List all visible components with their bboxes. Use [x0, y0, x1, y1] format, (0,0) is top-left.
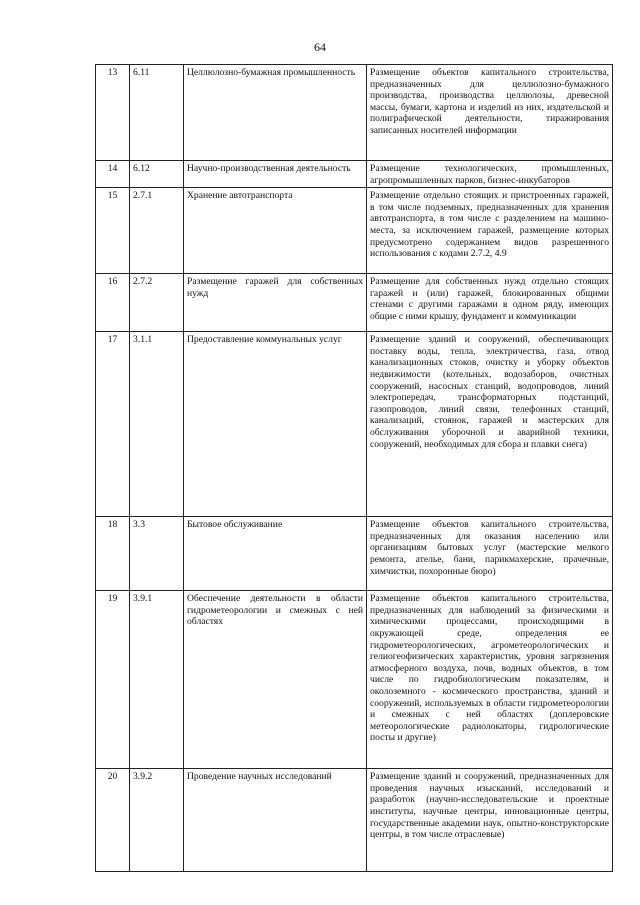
use-name: Бытовое обслуживание	[184, 517, 367, 591]
row-number: 16	[96, 274, 130, 332]
table-row	[96, 769, 613, 872]
use-name: Научно-производственная деятельность	[184, 161, 367, 188]
use-description: Размещение отдельно стоящих и пристроенных гаражей, в том числе подземных, предназначенных для хранения автотранспорта, в том числе с разделением на машино-места, за исключением гаражей, размещение которых предусмотрено содержанием видов разрешенного использования с кодами 2.7.2, 4.9	[367, 188, 613, 274]
use-name: Обеспечение деятельности в области гидрометеорологии и смежных с ней областях	[184, 591, 367, 769]
table-row	[96, 517, 613, 591]
use-name: Размещение гаражей для собственных нужд	[184, 274, 367, 332]
use-name: Проведение научных исследований	[184, 769, 367, 872]
table-row	[96, 65, 613, 161]
use-description: Размещение объектов капитального строительства, предназначенных для наблюдений за физическими и химическими процессами, происходящими в окружающей среде, определения ее гидрометеорологических, агрометеорологических и гелиогеофизических характеристик, уровня загрязнения атмосферного воздуха, почв, водных объектов, в том числе по гидробиологическим показателям, и околоземного - космического пространства, зданий и сооружений, используемых в области гидрометеорологии и смежных с ней областях (доплеровские метеорологические радиолокаторы, гидрологические посты и другие)	[367, 591, 613, 769]
table-row	[96, 188, 613, 274]
use-description: Размещение зданий и сооружений, обеспечивающих поставку воды, тепла, электричества, газа, отвод канализационных стоков, очистку и уборку объектов недвижимости (котельных, водозаборов, очистных сооружений, насосных станций, водопроводов, линий электропередач, трансформаторных подстанций, газопроводов, линий связи, телефонных станций, канализаций, стоянок, гаражей и мастерских для обслуживания уборочной и аварийной техники, сооружений, необходимых для сбора и плавки снега)	[367, 332, 613, 517]
table-row	[96, 591, 613, 769]
use-name: Хранение автотранспорта	[184, 188, 367, 274]
page-number: 64	[314, 40, 326, 54]
use-code: 3.9.2	[130, 769, 184, 872]
land-use-table	[95, 64, 613, 872]
use-code: 3.9.1	[130, 591, 184, 769]
use-description: Размещение зданий и сооружений, предназначенных для проведения научных изысканий, исследований и разработок (научно-исследовательские и проектные институты, научные центры, инновационные центры, государственные академии наук, опытно-конструкторские центры, в том числе отраслевые)	[367, 769, 613, 872]
use-name: Целлюлозно-бумажная промышленность	[184, 65, 367, 161]
use-code: 3.3	[130, 517, 184, 591]
table-row	[96, 161, 613, 188]
use-code: 6.12	[130, 161, 184, 188]
use-description: Размещение объектов капитального строительства, предназначенных для целлюлозно-бумажного производства, производства целлюлозы, древесной массы, бумаги, картона и изделий из них, издательской и полиграфической деятельности, тиражирования записанных носителей информации	[367, 65, 613, 161]
use-description: Размещение для собственных нужд отдельно стоящих гаражей и (или) гаражей, блокированных общими стенами с другими гаражами в одном ряду, имеющих общие с ними крышу, фундамент и коммуникации	[367, 274, 613, 332]
use-code: 2.7.2	[130, 274, 184, 332]
row-number: 13	[96, 65, 130, 161]
row-number: 20	[96, 769, 130, 872]
use-description: Размещение объектов капитального строительства, предназначенных для оказания населению или организациям бытовых услуг (мастерские мелкого ремонта, ателье, бани, парикмахерские, прачечные, химчистки, похоронные бюро)	[367, 517, 613, 591]
row-number: 17	[96, 332, 130, 517]
use-code: 6.11	[130, 65, 184, 161]
use-description: Размещение технологических, промышленных, агропромышленных парков, бизнес-инкубаторов	[367, 161, 613, 188]
row-number: 18	[96, 517, 130, 591]
row-number: 15	[96, 188, 130, 274]
table-row	[96, 274, 613, 332]
row-number: 14	[96, 161, 130, 188]
table-row	[96, 332, 613, 517]
row-number: 19	[96, 591, 130, 769]
use-code: 2.7.1	[130, 188, 184, 274]
use-name: Предоставление коммунальных услуг	[184, 332, 367, 517]
use-code: 3.1.1	[130, 332, 184, 517]
